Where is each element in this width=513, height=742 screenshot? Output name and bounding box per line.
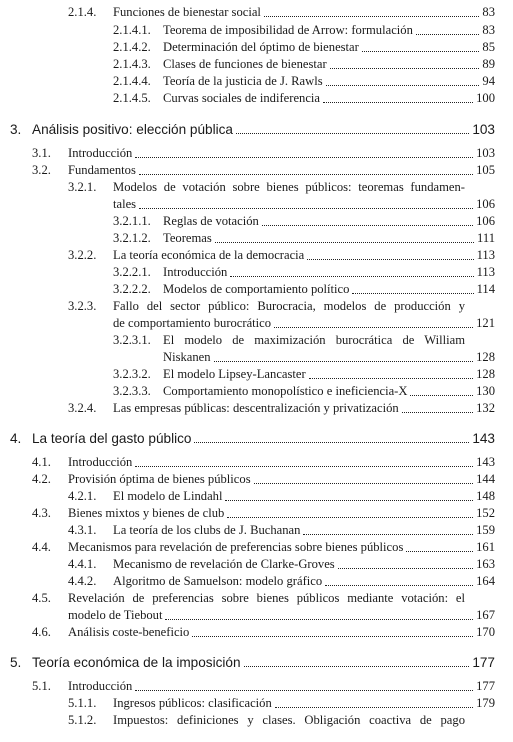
dot-leader <box>309 378 473 379</box>
page-number: 83 <box>482 5 495 19</box>
dot-leader <box>323 102 473 103</box>
page-number: 170 <box>476 625 495 639</box>
entry-title: Modelos de comportamiento político <box>163 282 350 296</box>
page-number: 113 <box>476 248 495 262</box>
dot-leader <box>215 242 474 243</box>
page-number: 113 <box>476 265 495 279</box>
page-number: 161 <box>476 540 495 554</box>
entry-number: 2.1.4.3. <box>113 57 151 71</box>
dot-leader <box>165 619 473 620</box>
page-number: 103 <box>476 146 495 160</box>
entry-number: 4. <box>10 431 22 446</box>
entry-title: El modelo Lipsey-Lancaster <box>163 367 306 381</box>
toc-entry <box>113 197 495 212</box>
entry-title: Fallo del sector público: Burocracia, modelos de producción y <box>113 299 465 313</box>
toc-entry <box>113 23 495 38</box>
page-number: 128 <box>476 350 495 364</box>
entry-number: 3.2.2. <box>68 248 97 262</box>
page-number: 179 <box>476 696 495 710</box>
entry-title: Comportamiento monopolístico e ineficiencia-X <box>163 384 408 398</box>
page-number: 167 <box>476 608 495 622</box>
entry-title: La teoría económica de la democracia <box>113 248 305 262</box>
toc-entry <box>68 608 495 623</box>
page-number: 111 <box>477 231 495 245</box>
dot-leader <box>192 636 473 637</box>
entry-title: La teoría de los clubs de J. Buchanan <box>113 523 301 537</box>
toc-entry <box>68 489 495 504</box>
entry-number: 4.1. <box>32 455 51 469</box>
dot-leader <box>274 327 473 328</box>
toc-entry <box>113 74 495 89</box>
chapter-entry <box>10 655 495 670</box>
dot-leader <box>194 442 469 443</box>
entry-number: 5.1. <box>32 679 51 693</box>
entry-title: tales <box>113 197 137 211</box>
dot-leader <box>326 85 480 86</box>
entry-title: Análisis coste-beneficio <box>68 625 190 639</box>
entry-title: Algoritmo de Samuelson: modelo gráfico <box>113 574 323 588</box>
page-number: 130 <box>476 384 495 398</box>
page-number: 85 <box>482 40 495 54</box>
dot-leader <box>303 534 473 535</box>
entry-title: Niskanen <box>163 350 211 364</box>
toc-entry <box>32 472 495 487</box>
dot-leader <box>244 666 470 667</box>
toc-entry <box>32 591 495 606</box>
entry-title: Mecanismos para revelación de preferencias sobre bienes públicos <box>68 540 404 554</box>
entry-title: Fundamentos <box>68 163 136 177</box>
page-number: 83 <box>482 23 495 37</box>
dot-leader <box>264 16 479 17</box>
dot-leader <box>325 585 473 586</box>
toc-entry <box>113 91 495 106</box>
entry-number: 3.2.3.2. <box>113 367 151 381</box>
toc-entry <box>32 540 495 555</box>
toc-entry <box>68 557 495 572</box>
entry-number: 3.2.1.2. <box>113 231 151 245</box>
page-number: 159 <box>476 523 495 537</box>
dot-leader <box>352 293 473 294</box>
toc-entry <box>68 5 495 20</box>
page-number: 143 <box>476 455 495 469</box>
dot-leader <box>275 707 473 708</box>
dot-leader <box>139 208 473 209</box>
toc-entry <box>68 713 495 728</box>
toc-entry <box>113 367 495 382</box>
entry-number: 4.2. <box>32 472 51 486</box>
toc-entry <box>32 163 495 178</box>
toc-entry <box>113 282 495 297</box>
entry-title: Teoría de la justicia de J. Rawls <box>163 74 323 88</box>
entry-title: Determinación del óptimo de bienestar <box>163 40 359 54</box>
dot-leader <box>307 259 473 260</box>
entry-title: Modelos de votación sobre bienes públicos: teoremas fundamen- <box>113 180 465 194</box>
page-number: 106 <box>476 214 495 228</box>
entry-number: 5.1.2. <box>68 713 97 727</box>
entry-number: 4.3.1. <box>68 523 97 537</box>
page-number: 105 <box>476 163 495 177</box>
entry-number: 3.2.3.3. <box>113 384 151 398</box>
entry-title: modelo de Tiebout <box>68 608 163 622</box>
chapter-entry <box>10 122 495 137</box>
toc-entry <box>163 350 495 365</box>
entry-title: Mecanismo de revelación de Clarke-Groves <box>113 557 335 571</box>
entry-number: 3.2.4. <box>68 401 97 415</box>
dot-leader <box>236 133 469 134</box>
dot-leader <box>139 174 473 175</box>
entry-number: 3.1. <box>32 146 51 160</box>
entry-number: 2.1.4. <box>68 5 97 19</box>
entry-number: 4.4. <box>32 540 51 554</box>
toc-entry <box>32 455 495 470</box>
dot-leader <box>362 51 480 52</box>
page-number: 89 <box>482 57 495 71</box>
entry-number: 2.1.4.2. <box>113 40 151 54</box>
entry-title: El modelo de Lindahl <box>113 489 223 503</box>
entry-number: 4.3. <box>32 506 51 520</box>
entry-title: de comportamiento burocrático <box>113 316 272 330</box>
entry-title: Introducción <box>68 455 133 469</box>
entry-number: 5.1.1. <box>68 696 97 710</box>
entry-number: 3.2.2.1. <box>113 265 151 279</box>
toc-entry <box>113 231 495 246</box>
entry-number: 3.2.3.1. <box>113 333 151 347</box>
entry-number: 3.2. <box>32 163 51 177</box>
page-number: 164 <box>476 574 495 588</box>
entry-number: 4.4.1. <box>68 557 97 571</box>
entry-title: Análisis positivo: elección pública <box>32 122 233 137</box>
page-number: 128 <box>476 367 495 381</box>
entry-title: Introducción <box>68 146 133 160</box>
entry-title: Teoremas <box>163 231 212 245</box>
toc-entry <box>68 248 495 263</box>
dot-leader <box>338 568 473 569</box>
entry-title: Provisión óptima de bienes públicos <box>68 472 251 486</box>
entry-title: La teoría del gasto público <box>32 431 192 446</box>
entry-title: Curvas sociales de indiferencia <box>163 91 321 105</box>
dot-leader <box>135 157 473 158</box>
toc-entry <box>68 696 495 711</box>
page-number: 148 <box>476 489 495 503</box>
page-number: 121 <box>476 316 495 330</box>
page-number: 152 <box>476 506 495 520</box>
entry-number: 3.2.3. <box>68 299 97 313</box>
entry-title: Bienes mixtos y bienes de club <box>68 506 225 520</box>
entry-title: Revelación de preferencias sobre bienes públicos mediante votación: el <box>68 591 465 605</box>
toc-entry <box>68 401 495 416</box>
dot-leader <box>230 276 473 277</box>
toc-entry <box>113 333 495 348</box>
page-number: 94 <box>482 74 495 88</box>
entry-number: 3.2.1.1. <box>113 214 151 228</box>
toc-entry <box>113 265 495 280</box>
entry-number: 4.6. <box>32 625 51 639</box>
page-number: 114 <box>476 282 495 296</box>
toc-entry <box>68 523 495 538</box>
page-number: 177 <box>476 679 495 693</box>
page-number: 100 <box>476 91 495 105</box>
toc-entry <box>113 57 495 72</box>
dot-leader <box>330 68 480 69</box>
entry-title: Introducción <box>68 679 133 693</box>
page-number: 143 <box>472 431 495 446</box>
entry-number: 2.1.4.4. <box>113 74 151 88</box>
entry-title: Impuestos: definiciones y clases. Obligación coactiva de pago <box>113 713 465 727</box>
entry-title: Reglas de votación <box>163 214 259 228</box>
dot-leader <box>416 34 480 35</box>
chapter-entry <box>10 431 495 446</box>
entry-title: Clases de funciones de bienestar <box>163 57 327 71</box>
entry-number: 3.2.1. <box>68 180 97 194</box>
page-number: 177 <box>472 655 495 670</box>
dot-leader <box>402 412 473 413</box>
toc-entry <box>32 146 495 161</box>
toc-entry <box>68 299 495 314</box>
page-number: 103 <box>472 122 495 137</box>
toc-entry <box>32 625 495 640</box>
dot-leader <box>410 395 473 396</box>
entry-title: Ingresos públicos: clasificación <box>113 696 272 710</box>
entry-number: 4.4.2. <box>68 574 97 588</box>
entry-title: Funciones de bienestar social <box>113 5 261 19</box>
toc-entry <box>32 679 495 694</box>
entry-title: Introducción <box>163 265 228 279</box>
entry-title: Teoría económica de la imposición <box>32 655 241 670</box>
entry-title: Las empresas públicas: descentralización y privatización <box>113 401 399 415</box>
entry-number: 3.2.2.2. <box>113 282 151 296</box>
entry-number: 4.2.1. <box>68 489 97 503</box>
entry-number: 4.5. <box>32 591 51 605</box>
dot-leader <box>406 551 473 552</box>
dot-leader <box>135 690 473 691</box>
page-number: 132 <box>476 401 495 415</box>
entry-number: 3. <box>10 122 22 137</box>
entry-title: Teorema de imposibilidad de Arrow: formulación <box>163 23 413 37</box>
dot-leader <box>135 466 473 467</box>
dot-leader <box>227 517 473 518</box>
page-number: 106 <box>476 197 495 211</box>
toc-entry <box>113 316 495 331</box>
toc-entry <box>113 214 495 229</box>
dot-leader <box>214 361 474 362</box>
dot-leader <box>225 500 473 501</box>
toc-entry <box>68 180 495 195</box>
toc-entry <box>113 384 495 399</box>
dot-leader <box>262 225 473 226</box>
entry-number: 5. <box>10 655 22 670</box>
entry-number: 2.1.4.1. <box>113 23 151 37</box>
dot-leader <box>254 483 474 484</box>
toc-entry <box>113 40 495 55</box>
page-number: 144 <box>476 472 495 486</box>
toc-entry <box>68 574 495 589</box>
entry-title: El modelo de maximización burocrática de William <box>163 333 465 347</box>
entry-number: 2.1.4.5. <box>113 91 151 105</box>
page-number: 163 <box>476 557 495 571</box>
toc-entry <box>32 506 495 521</box>
